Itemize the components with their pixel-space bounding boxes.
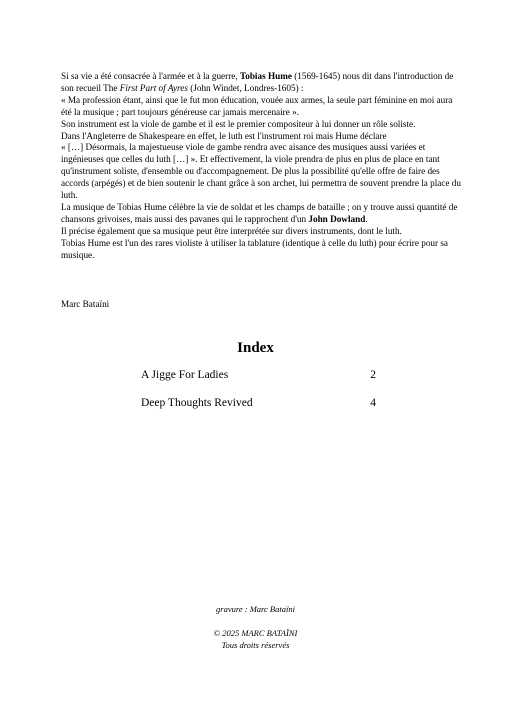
composer-name: John Dowland [308, 213, 366, 224]
intro-quote: « Ma profession étant, ainsi que le fut mon éducation, vouée aux armes, la seule part féminine en moi aura été la musique ; part toujours généreuse car jamais mercenaire ». [61, 94, 453, 117]
index-entry[interactable] [141, 397, 376, 409]
book-title: First Part of Ayres [119, 82, 188, 93]
intro-paragraph: Il précise également que sa musique peut être interprétée sur divers instruments, dont le luth. [61, 225, 402, 236]
index-entry[interactable] [141, 369, 376, 381]
introduction-text [61, 71, 461, 262]
index-entry-title: Deep Thoughts Revived [141, 397, 253, 409]
rights-reserved: Tous droits réservés [221, 640, 290, 650]
copyright-notice: © 2025 MARC BATAÏNI [213, 628, 298, 638]
intro-paragraph: Si sa vie a été consacrée à l'armée et à la guerre, Tobias Hume (1569-1645) nous dit dans l'introduction de son recueil The First Part of Ayres (John Windet, Londres-1605) : [61, 71, 454, 93]
composer-name: Tobias Hume [239, 71, 292, 81]
intro-paragraph: « […] Désormais, la majestueuse viole de gambe rendra avec aisance des musiques aussi variées et ingénieuses que celles du luth […] ». Et effectivement, la viole prendra de plus en plus de place en tant qu'instrument soliste, d'ensemble ou d'accompagnement. De plus la possibilité qu'elle offre de faire des accords (arpégés) et de bien soutenir le chant grâce à son archet, lui permettra de souvent prendre la place du luth. [61, 142, 461, 201]
author-signature: Marc Bataïni [61, 299, 110, 309]
index-entry-title: A Jigge For Ladies [141, 369, 229, 381]
intro-paragraph: La musique de Tobias Hume célèbre la vie de soldat et les champs de bataille ; on y trouve aussi quantité de chansons grivoises, mais aussi des pavanes qui le rapprochent d'un John Dowland. [61, 201, 458, 224]
intro-paragraph: Dans l'Angleterre de Shakespeare en effet, le luth est l'instrument roi mais Hume déclare [61, 130, 387, 141]
index-entry-page: 2 [370, 369, 376, 381]
engraving-credit: gravure : Marc Bataïni [216, 604, 295, 614]
index-entry-page: 4 [370, 397, 376, 409]
intro-paragraph: Son instrument est la viole de gambe et il est le premier compositeur à lui donner un rôle soliste. [61, 118, 416, 129]
intro-paragraph: Tobias Hume est l'un des rares violiste à utiliser la tablature (identique à celle du luth) pour écrire pour sa musique. [61, 237, 449, 260]
index-heading: Index [237, 340, 274, 356]
